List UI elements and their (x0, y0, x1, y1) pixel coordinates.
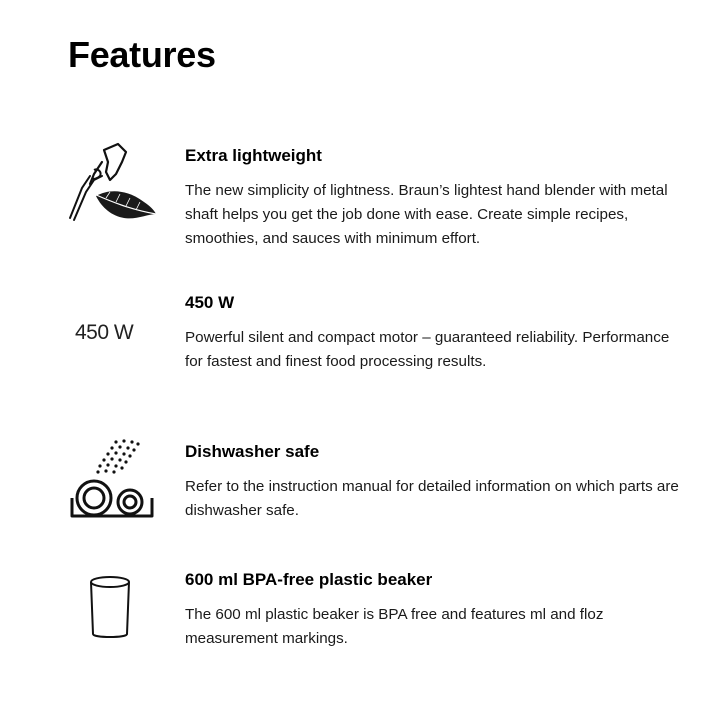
feature-heading: Dishwasher safe (185, 442, 320, 461)
wattage-icon (70, 292, 74, 296)
hand-blender-feather-icon (66, 140, 160, 226)
wattage-icon-text: 450 W (75, 321, 134, 344)
feature-heading: 450 W (185, 293, 235, 312)
beaker-icon (86, 574, 134, 642)
page-title: Features (68, 34, 216, 75)
feature-description: The new simplicity of lightness. Braun’s lightest hand blender with metal shaft helps you get the job done with ease. Create simple recipes, smoothies, and sauces with minimum effort. (185, 182, 668, 247)
feature-heading: 600 ml BPA-free plastic beaker (185, 570, 433, 589)
dishwasher-icon (68, 436, 156, 522)
feature-description: Powerful silent and compact motor – guaranteed reliability. Performance for fastest and finest food processing results. (185, 329, 670, 370)
feature-heading: Extra lightweight (185, 146, 322, 165)
feature-description: Refer to the instruction manual for detailed information on which parts are dishwasher safe. (185, 478, 679, 519)
feature-description: The 600 ml plastic beaker is BPA free and features ml and floz measurement markings. (185, 606, 604, 647)
